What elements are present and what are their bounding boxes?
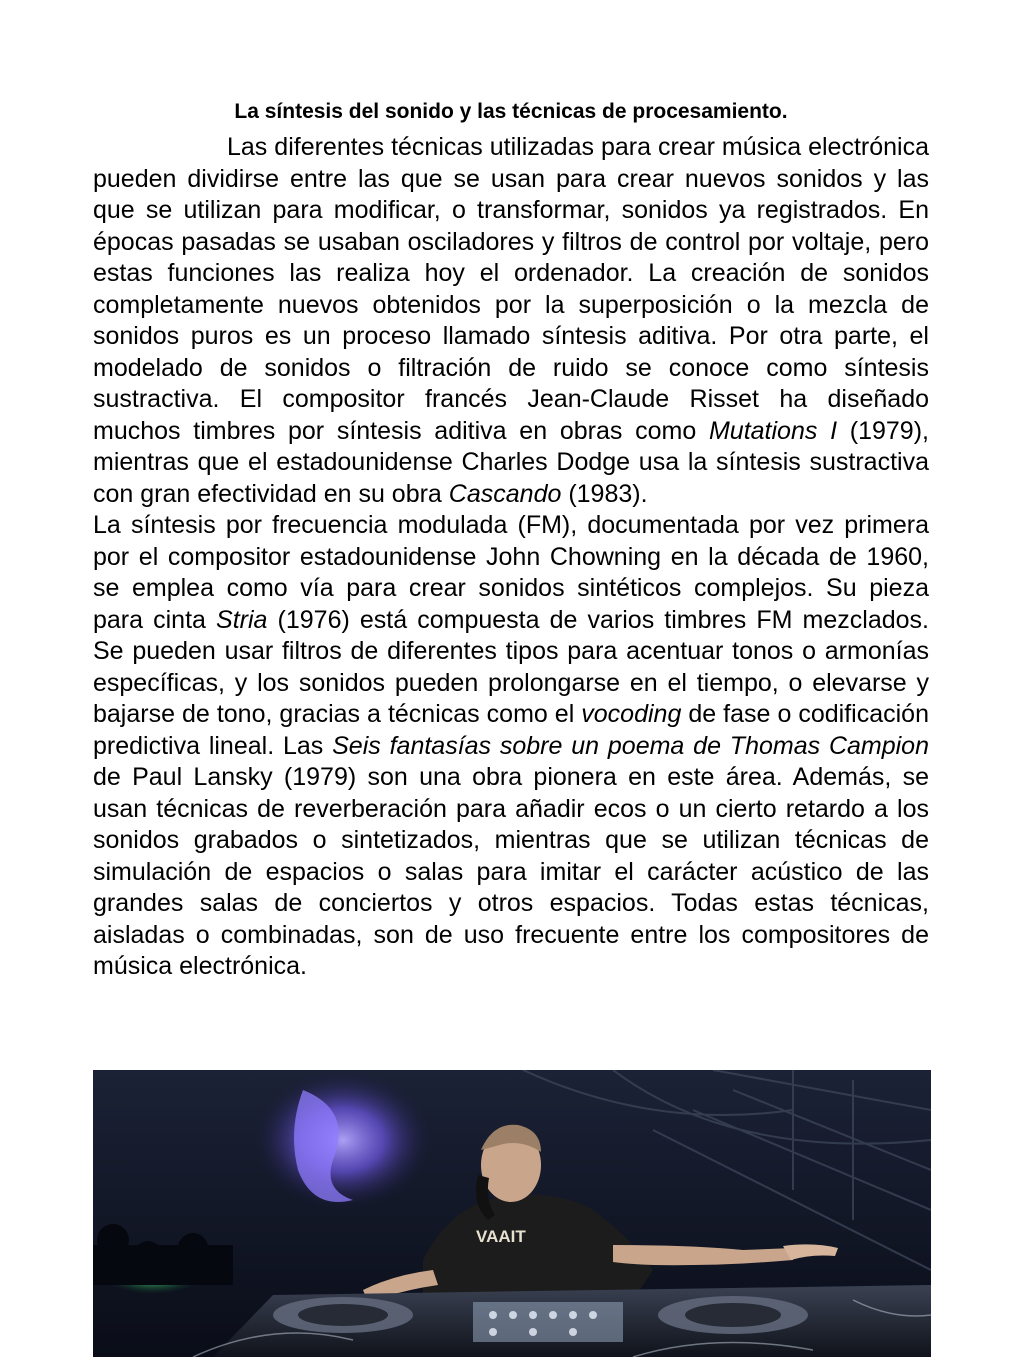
turntable-left-platter — [298, 1304, 388, 1326]
document-page — [93, 98, 929, 983]
italic-work-title: Seis fantasías sobre un poema de Thomas Campion — [332, 731, 929, 760]
text-segment: Las diferentes técnicas utilizadas para crear música electrónica pueden dividirse entre las que se usan para crear nuevos sonidos y las que se utilizan para modificar, o transformar, sonidos ya registrados. En épocas pasadas se usaban osciladores y filtros de control por voltaje, pero estas funciones las realiza hoy el ordenador. La creación de sonidos completamente nuevos obtenidos por la superposición o la mezcla de sonidos puros es un proceso llamado síntesis aditiva. Por otra parte, el modelado de sonidos o filtración de ruido se conoce como síntesis sustractiva. El compositor francés Jean-Claude Risset ha diseñado muchos timbres por síntesis aditiva en obras como — [93, 133, 929, 445]
text-segment: La síntesis por frecuencia modulada (FM), documentada por vez primera por el compositor estadounidense John Chowning en la década de 1960, se emplea como vía para crear sonidos sintéticos complejos. Su pieza para cinta — [93, 511, 929, 634]
paragraph-2 — [93, 510, 929, 983]
italic-work-title: Cascando — [448, 479, 562, 508]
document-title: La síntesis del sonido y las técnicas de procesamiento. — [234, 100, 788, 123]
italic-work-title: Stria — [216, 605, 268, 634]
dj-equipment — [193, 1285, 931, 1357]
mixer-panel — [473, 1302, 623, 1342]
text-segment: (1976) está compuesta de varios timbres FM mezclados. Se pueden usar filtros de diferentes tipos para acentuar tonos o armonías específicas, y los sonidos pueden prolongarse en el tiempo, o elevarse y bajarse de tono, gracias a técnicas como el — [93, 605, 929, 728]
dj-photo-illustration — [93, 1070, 931, 1357]
dj-photo — [93, 1070, 931, 1357]
text-segment: de fase o codificación predictiva lineal. Las — [93, 700, 929, 760]
italic-work-title: vocoding — [581, 700, 682, 728]
italic-work-title: Mutations I — [708, 416, 838, 445]
text-segment: (1983). — [561, 479, 648, 508]
purple-light — [253, 1070, 433, 1210]
text-segment: (1979), mientras que el estadounidense Charles Dodge usa la síntesis sustractiva con gran efectividad en su obra — [93, 416, 929, 508]
text-segment: de Paul Lansky (1979) son una obra pionera en este área. Además, se usan técnicas de reverberación para añadir ecos o un cierto retardo a los sonidos grabados o sintetizados, mientras que se utilizan técnicas de simulación de espacios o salas para imitar el carácter acústico de las grandes salas de conciertos y otros espacios. Todas estas técnicas, aisladas o combinadas, son de uso frecuente entre los compositores de música electrónica. — [93, 763, 929, 980]
turntable-right-platter — [685, 1303, 781, 1327]
paragraph-1 — [93, 132, 929, 510]
shirt-logo: VAAIT — [476, 1227, 526, 1246]
